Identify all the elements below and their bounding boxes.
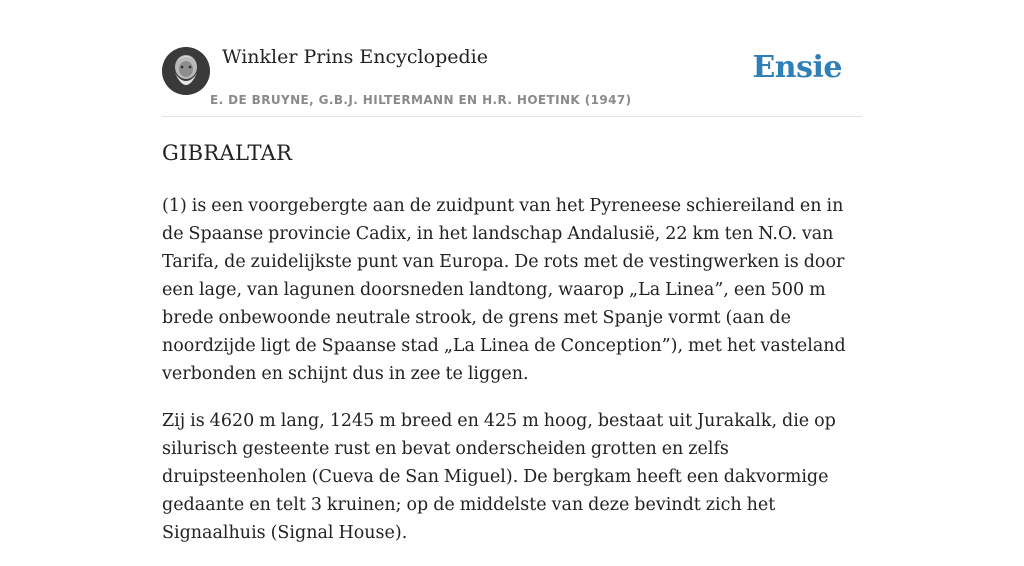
source-authors: E. DE BRUYNE, G.B.J. HILTERMANN EN H.R. HOETINK (1947) bbox=[210, 93, 632, 107]
article-paragraph: Zij is 4620 m lang, 1245 m breed en 425 m hoog, bestaat uit Jurakalk, die op silurisch gesteente rust en bevat onderscheiden grotten en zelfs druipsteenholen (Cueva de San Miguel). De bergkam heeft een dakvormige gedaante en telt 3 kruinen; op de middelste van deze bevindt zich het Signaalhuis (Signal House). bbox=[162, 411, 836, 543]
source-header bbox=[162, 0, 862, 117]
article-page bbox=[162, 0, 862, 543]
article-title: GIBRALTAR bbox=[162, 141, 293, 165]
author-avatar[interactable] bbox=[162, 47, 210, 95]
portrait-icon bbox=[162, 47, 210, 95]
article-paragraph: (1) is een voorgebergte aan de zuidpunt van het Pyreneese schiereiland en in de Spaanse provincie Cadix, in het landschap Andalusië, 22 km ten N.O. van Tarifa, de zuidelijkste punt van Europa. De rots met de vestingwerken is door een lage, van lagunen doorsneden landtong, waarop „La Linea”, een 500 m brede onbewoonde neutrale strook, de grens met Spanje vormt (aan de noordzijde ligt de Spaanse stad „La Linea de Conception”), met het vasteland verbonden en schijnt dus in zee te liggen. bbox=[162, 196, 846, 384]
source-title[interactable]: Winkler Prins Encyclopedie bbox=[222, 46, 488, 68]
article-body bbox=[162, 192, 862, 566]
ensie-logo[interactable]: Ensie bbox=[752, 50, 842, 85]
